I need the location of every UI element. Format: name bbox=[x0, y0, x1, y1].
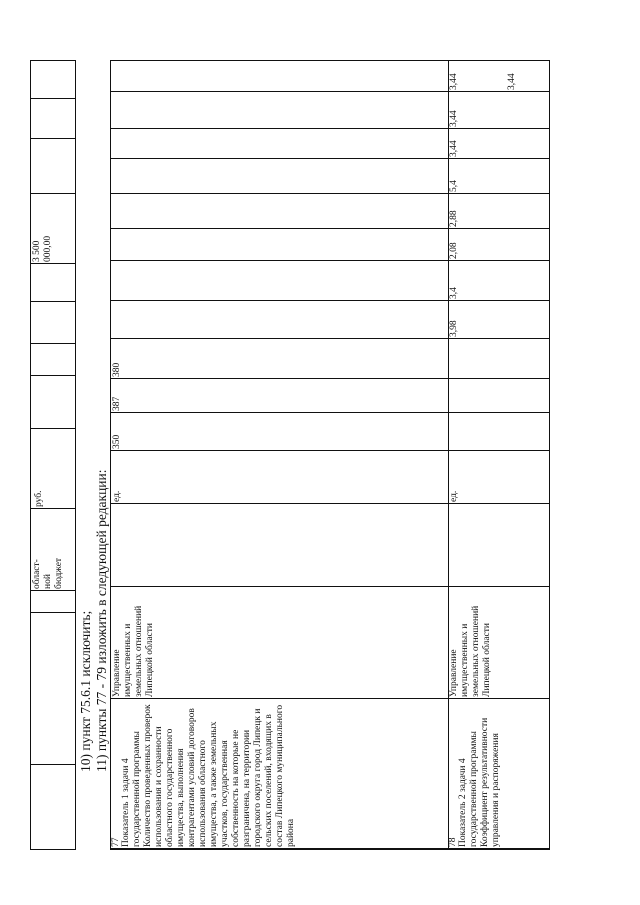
rotated-document bbox=[30, 60, 550, 850]
value: 3,98 bbox=[449, 320, 459, 337]
unit-label: руб. bbox=[34, 490, 44, 507]
value: 3,4 bbox=[449, 287, 459, 299]
top-table bbox=[30, 60, 76, 850]
budget-label: област- ной бюджет bbox=[32, 557, 64, 589]
value: 3,44 bbox=[449, 140, 459, 157]
executor: Управление имущественных и земельных отношений Липецкой области bbox=[449, 605, 492, 697]
amount-value: 3 500 000,00 bbox=[32, 235, 53, 262]
value: 2,08 bbox=[449, 242, 459, 259]
indicator-name: Показатель 2 задачи 4 государственной программы Коэффициент результативности управления и распоряжения bbox=[458, 717, 501, 847]
row-number: 78 bbox=[448, 837, 458, 847]
paragraph-10: 10) пункт 75.6.1 исключить; bbox=[78, 610, 93, 772]
value: 3,44 bbox=[507, 73, 517, 90]
value: 3,44 bbox=[449, 110, 459, 127]
unit: ед. bbox=[449, 490, 459, 502]
value: 350 bbox=[112, 434, 122, 449]
main-table bbox=[110, 60, 550, 850]
value: 380 bbox=[112, 362, 122, 377]
executor: Управление имущественных и земельных отношений Липецкой области bbox=[112, 605, 155, 697]
paragraph-11: 11) пункты 77 - 79 изложить в следующей редакции: bbox=[94, 469, 109, 772]
value: 5,4 bbox=[449, 180, 459, 192]
value: 2,88 bbox=[449, 210, 459, 227]
unit: ед. bbox=[112, 490, 122, 502]
indicator-name: Показатель 1 задачи 4 государственной программы Количество проведенных проверок использования и сохранности областного государственного имущества, выполнения контрагентами условий договоров использования областного имущества, а также земельных участков, государственная собственность на которые не разграничена, на территории городского округа город Липецк и сельских поселений, входящих в состав Липецкого муниципального района bbox=[121, 704, 296, 847]
value: 3,44 bbox=[449, 73, 459, 90]
row-number: 77 bbox=[111, 837, 121, 847]
value: 387 bbox=[112, 396, 122, 411]
